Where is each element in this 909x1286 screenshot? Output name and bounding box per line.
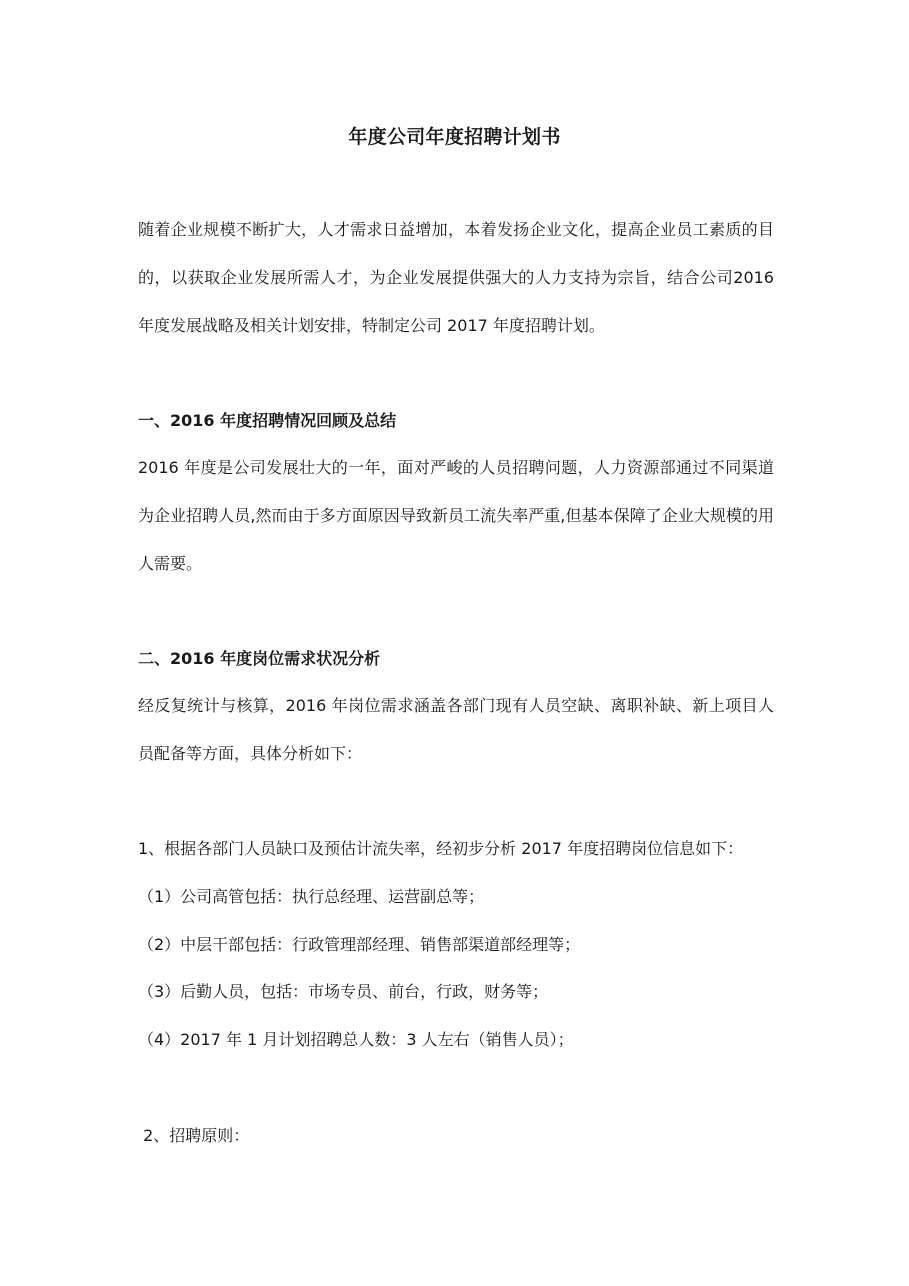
list-item: （1）公司高管包括：执行总经理、运营副总等； [138, 887, 485, 906]
section-2-paragraph: 经反复统计与核算，2016 年岗位需求涵盖各部门现有人员空缺、离职补缺、新上项目人员配备等方面，具体分析如下： [138, 696, 774, 763]
document-title: 年度公司年度招聘计划书 [348, 126, 561, 148]
list-item: （2）中层干部包括：行政管理部经理、销售部渠道部经理等； [138, 935, 581, 954]
intro-paragraph: 随着企业规模不断扩大，人才需求日益增加，本着发扬企业文化，提高企业员工素质的目的，以获取企业发展所需人才，为企业发展提供强大的人力支持为宗旨，结合公司2016 年度发展战略及相关计划安排，特制定公司 2017 年度招聘计划。 [138, 220, 774, 335]
section-2-heading: 二、2016 年度岗位需求状况分析 [138, 649, 381, 668]
section-1-paragraph: 2016 年度是公司发展壮大的一年，面对严峻的人员招聘问题，人力资源部通过不同渠道为企业招聘人员,然而由于多方面原因导致新员工流失率严重,但基本保障了企业大规模的用人需要。 [138, 458, 774, 573]
item-2-heading: 2、招聘原则： [138, 1126, 250, 1145]
list-item: （4）2017 年 1 月计划招聘总人数：3 人左右（销售人员）； [138, 1030, 574, 1049]
item-1-heading: 1、根据各部门人员缺口及预估计流失率，经初步分析 2017 年度招聘岗位信息如下： [138, 839, 744, 858]
section-1-heading: 一、2016 年度招聘情况回顾及总结 [138, 411, 397, 430]
list-item: （3）后勤人员，包括：市场专员、前台，行政，财务等； [138, 982, 549, 1001]
